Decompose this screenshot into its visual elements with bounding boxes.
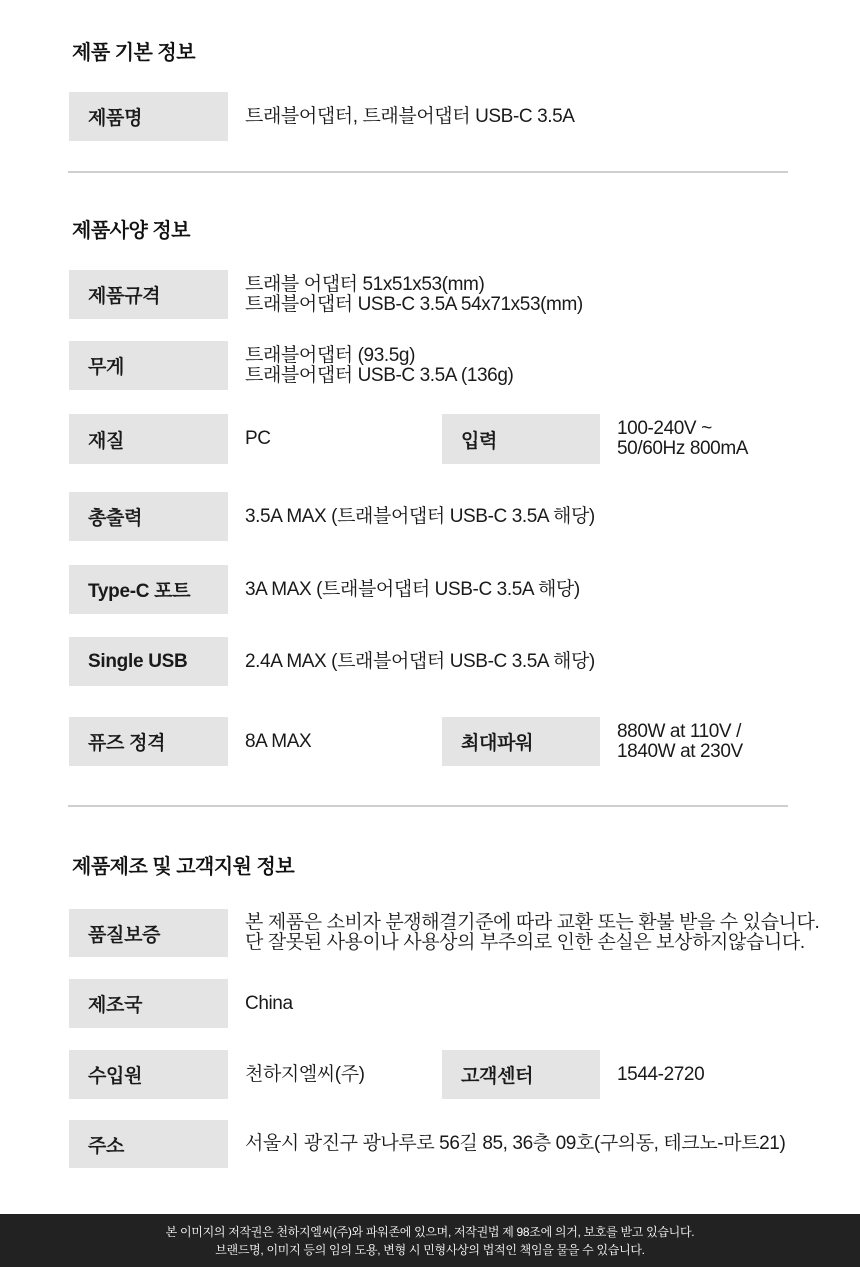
value-text: 2.4A MAX (트래블어댑터 USB-C 3.5A 해당) [245,650,595,672]
value-input [617,414,748,464]
value-material [245,414,271,464]
section-title-spec: 제품사양 정보 [72,220,190,242]
value-text: 8A MAX [245,730,312,752]
value-text: 천하지엘씨(주) [245,1063,365,1085]
value-size [245,270,583,319]
label-input: 입력 [442,414,600,464]
label-product-name: 제품명 [69,92,228,141]
section-divider [68,805,788,807]
value-line: 트래블어댑터 USB-C 3.5A (136g) [245,364,514,386]
section-title-basic: 제품 기본 정보 [72,42,196,64]
value-weight [245,341,513,390]
value-text: 서울시 광진구 광나루로 56길 85, 36층 09호(구의동, 테크노-마트21) [245,1133,786,1154]
value-origin [245,979,293,1028]
value-text: China [245,992,293,1014]
label-importer: 수입원 [69,1050,228,1099]
value-text: 3.5A MAX (트래블어댑터 USB-C 3.5A 해당) [245,505,595,527]
value-support [617,1050,704,1099]
section-title-maker: 제품제조 및 고객지원 정보 [72,856,295,878]
value-text: 1544-2720 [617,1063,705,1085]
label-size: 제품규격 [69,270,228,319]
value-single-usb [245,637,595,686]
label-typec-port: Type-C 포트 [69,565,228,614]
label-total-output: 총출력 [69,492,228,541]
value-line: 880W at 110V / [617,720,741,742]
label-support: 고객센터 [442,1050,600,1099]
label-max-power: 최대파워 [442,717,600,766]
value-line: 50/60Hz 800mA [617,438,749,459]
label-address: 주소 [69,1120,228,1168]
value-text: PC [245,428,271,449]
label-warranty: 품질보증 [69,909,228,957]
copyright-footer [0,1214,860,1267]
value-line: 트래블 어댑터 51x51x53(mm) [245,273,485,295]
value-line: 100-240V ~ [617,418,712,439]
label-origin: 제조국 [69,979,228,1028]
value-max-power [617,717,743,766]
value-text: 트래블어댑터, 트래블어댑터 USB-C 3.5A [245,105,575,127]
value-fuse [245,717,311,766]
value-warranty [245,909,819,957]
footer-line-1: 본 이미지의 저작권은 천하지엘씨(주)와 파워존에 있으며, 저작권법 제 98조에 의거, 보호를 받고 있습니다. [165,1224,695,1239]
section-divider [68,171,788,173]
label-single-usb: Single USB [69,637,228,686]
label-fuse: 퓨즈 정격 [69,717,228,766]
value-line: 트래블어댑터 USB-C 3.5A 54x71x53(mm) [245,293,583,315]
value-line: 단 잘못된 사용이나 사용상의 부주의로 인한 손실은 보상하지않습니다. [245,932,805,953]
label-material: 재질 [69,414,228,464]
label-weight: 무게 [69,341,228,390]
value-line: 본 제품은 소비자 분쟁해결기준에 따라 교환 또는 환불 받을 수 있습니다. [245,912,820,933]
value-importer [245,1050,365,1099]
value-address [245,1120,785,1168]
value-text: 3A MAX (트래블어댑터 USB-C 3.5A 해당) [245,578,580,600]
value-product-name [245,92,575,141]
value-line: 1840W at 230V [617,740,743,762]
value-line: 트래블어댑터 (93.5g) [245,344,416,366]
value-typec-port [245,565,580,614]
value-total-output [245,492,595,541]
footer-line-2: 브랜드명, 이미지 등의 임의 도용, 변형 시 민형사상의 법적인 책임을 물을 수 있습니다. [215,1242,645,1257]
